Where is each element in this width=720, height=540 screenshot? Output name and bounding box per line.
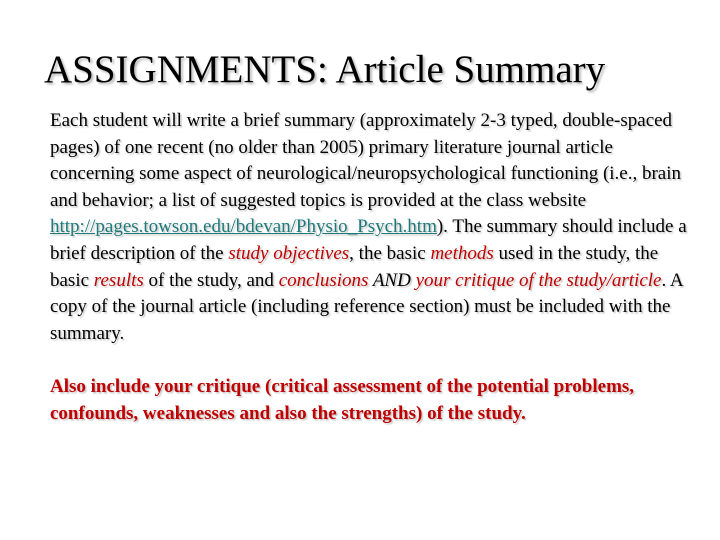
critique-term: your critique of the study/article <box>410 269 662 291</box>
and-term: AND <box>368 269 411 291</box>
slide-title: ASSIGNMENTS: Article Summary <box>44 48 606 91</box>
description-text-1: Each student will write a brief summary (approximately 2-3 typed, double-spaced pages) of one recent (no older than 2005) primary literature journal article concerning some aspect of neurological/neuropsychological functioning (i.e., brain and behavior; a list of suggested topics is provided at the class website <box>50 110 682 211</box>
conclusions-term: conclusions <box>278 269 369 291</box>
methods-term: methods <box>430 242 494 264</box>
description-text-2: ). The summary should include a brief description of the <box>50 216 687 264</box>
results-term: results <box>93 269 144 291</box>
description-text-3: , the basic <box>349 242 431 264</box>
description-text-6: . A copy of the journal article (including reference section) must be included with the summary. <box>50 269 683 344</box>
critique-instruction: Also include your critique (critical assessment of the potential problems, confounds, weaknesses and also the strengths) of the study. <box>50 376 635 424</box>
description-text-5: of the study, and <box>143 269 279 291</box>
assignment-description <box>50 108 690 347</box>
study-objectives-term: study objectives <box>228 242 350 264</box>
class-website-link[interactable]: http://pages.towson.edu/bdevan/Physio_Psych.htm <box>50 216 437 238</box>
description-text-4: used in the study, the basic <box>50 242 659 291</box>
slide-body <box>50 108 690 428</box>
